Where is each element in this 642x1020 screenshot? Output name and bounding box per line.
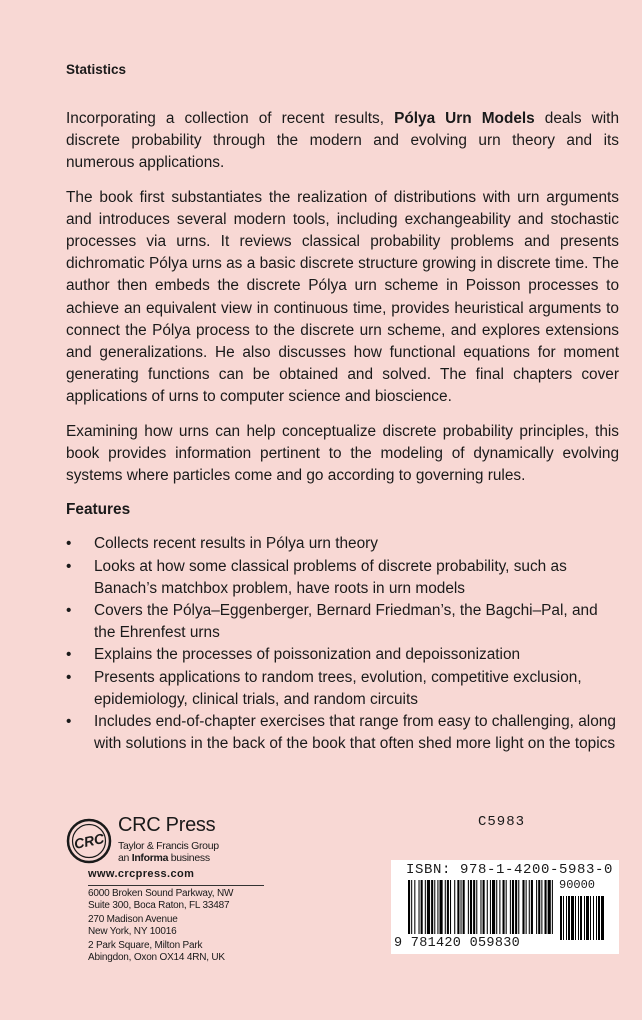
barcode-bar xyxy=(419,880,420,934)
business-suffix: business xyxy=(168,852,210,864)
feature-item xyxy=(66,667,619,711)
feature-text: Explains the processes of poissonization and depoissonization xyxy=(94,646,521,664)
supplement-bar xyxy=(566,896,567,940)
supplement-digits: 90000 xyxy=(559,878,596,892)
bullet-icon: • xyxy=(66,646,72,664)
barcode-bar xyxy=(457,880,459,934)
barcode-bar xyxy=(434,880,435,934)
back-cover-blurb xyxy=(66,108,619,755)
barcode-bar xyxy=(427,880,430,934)
address-line: 6000 Broken Sound Parkway, NW xyxy=(88,888,234,899)
supplement-bar xyxy=(575,896,576,940)
category-label: Statistics xyxy=(66,62,127,77)
book-title: Pólya Urn Models xyxy=(394,110,535,127)
barcode-bar xyxy=(490,880,491,934)
intro-paragraph xyxy=(66,108,619,175)
bullet-icon: • xyxy=(66,602,72,620)
barcode-bar xyxy=(480,880,481,934)
barcode-bar xyxy=(470,880,472,934)
bullet-icon: • xyxy=(66,557,72,575)
address-abingdon xyxy=(88,940,225,963)
barcode-bar xyxy=(445,880,446,934)
address-line: Abingdon, Oxon OX14 4RN, UK xyxy=(88,951,225,963)
supplement-bar xyxy=(601,896,604,940)
supplement-bars xyxy=(560,896,604,940)
feature-item xyxy=(66,711,619,755)
barcode-bar xyxy=(468,880,469,934)
barcode-bar xyxy=(454,880,455,934)
supplement-bar xyxy=(563,896,564,940)
barcode-bar xyxy=(425,880,426,934)
address-line: 2 Park Square, Milton Park xyxy=(88,940,203,951)
barcode-bar xyxy=(499,880,500,934)
isbn-label: ISBN: 978-1-4200-5983-0 xyxy=(406,862,614,878)
publisher-name: CRC Press xyxy=(118,814,216,836)
feature-item xyxy=(66,556,619,600)
barcode-bar xyxy=(548,880,551,934)
barcode-bar xyxy=(483,880,485,934)
barcode-bar xyxy=(522,880,524,934)
barcode-bar xyxy=(463,880,465,934)
summary-paragraph: Examining how urns can help conceptualize discrete probability principles, this book provides information pertinent to the modeling of dynamically evolving systems where particles come and go according to governing rules. xyxy=(66,422,619,485)
publisher-website: www.crcpress.com xyxy=(88,868,195,880)
bullet-icon: • xyxy=(66,535,72,553)
address-line: Suite 300, Boca Raton, FL 33487 xyxy=(88,899,230,911)
barcode-bar xyxy=(421,880,423,934)
business-prefix: an xyxy=(118,852,132,864)
feature-item xyxy=(66,600,619,644)
feature-text: Includes end-of-chapter exercises that range from easy to challenging, along with solutions in the back of the book that often shed more light on the topics xyxy=(94,713,616,753)
barcode-bar xyxy=(496,880,497,934)
address-line: New York, NY 10016 xyxy=(88,925,177,937)
description-paragraph: The book first substantiates the realization of distributions with urn arguments and introduces several modern tools, including exchangeability and stochastic processes via urns. It reviews classical probability problems and presents dichromatic Pólya urns as a basic discrete structure growing in discrete time. The author then embeds the discrete Pólya urn scheme in Poisson processes to achieve an equivalent view in continuous time, provides heuristical arguments to connect the Pólya process to the discrete urn scheme, and explores extensions and generalizations. He also discusses how functional equations for moment generating functions can be obtained and solved. The final chapters cover applications of urns to computer science and bioscience. xyxy=(66,188,619,406)
supplement-bar xyxy=(590,896,591,940)
barcode-bar xyxy=(447,880,449,934)
bullet-icon: • xyxy=(66,668,72,686)
feature-item xyxy=(66,533,619,555)
barcode-bar xyxy=(531,880,533,934)
supplement-bar xyxy=(598,896,600,940)
supplement-bar xyxy=(578,896,579,940)
ean-bars xyxy=(408,880,553,934)
crc-logo-text: CRC xyxy=(72,830,106,852)
barcode-bar xyxy=(538,880,540,934)
barcode-bar xyxy=(473,880,475,934)
barcode-bar xyxy=(476,880,477,934)
barcode-bar xyxy=(440,880,443,934)
barcode-bar xyxy=(492,880,495,934)
barcode-bar xyxy=(536,880,537,934)
supplement-bar xyxy=(580,896,582,940)
business-brand: Informa xyxy=(131,852,169,864)
barcode-bar xyxy=(515,880,517,934)
barcode-bar xyxy=(518,880,519,934)
crc-logo-icon xyxy=(66,818,112,864)
feature-text: Presents applications to random trees, evolution, competitive exclusion, epidemiology, clinical trials, and random circuits xyxy=(94,668,582,708)
publisher-business xyxy=(118,852,210,864)
barcode-bar xyxy=(512,880,514,934)
barcode-bar xyxy=(408,880,410,934)
supplement-bar xyxy=(568,896,570,940)
intro-before: Incorporating a collection of recent results, xyxy=(66,110,395,127)
features-title: Features xyxy=(66,501,131,519)
barcode-bar xyxy=(487,880,488,934)
barcode-bar xyxy=(552,880,553,934)
supplement-bar xyxy=(560,896,562,940)
supplement-bar xyxy=(584,896,585,940)
bullet-icon: • xyxy=(66,713,72,731)
supplement-bar xyxy=(586,896,589,940)
barcode-bar xyxy=(437,880,438,934)
barcode-bar xyxy=(506,880,507,934)
barcode-bar xyxy=(450,880,451,934)
feature-item xyxy=(66,644,619,666)
barcode-bar xyxy=(526,880,527,934)
barcode-bar xyxy=(431,880,433,934)
feature-text: Collects recent results in Pólya urn theory xyxy=(94,535,378,553)
address-new-york xyxy=(88,914,178,937)
publisher-divider xyxy=(88,885,264,886)
supplement-bar xyxy=(571,896,574,940)
barcode-bar xyxy=(461,880,462,934)
catalog-code: C5983 xyxy=(478,814,526,830)
features-list xyxy=(66,533,619,755)
feature-text: Looks at how some classical problems of discrete probability, such as Banach’s matchbox problem, have roots in urn models xyxy=(94,557,567,597)
barcode-bar xyxy=(545,880,547,934)
barcode-bar xyxy=(414,880,415,934)
barcode-digits: 9 781420 059830 xyxy=(394,936,521,951)
publisher-group: Taylor & Francis Group xyxy=(118,840,219,852)
barcode-bar xyxy=(510,880,511,934)
barcode-bar xyxy=(503,880,505,934)
barcode-bar xyxy=(529,880,530,934)
barcode-bar xyxy=(411,880,412,934)
supplement-bar xyxy=(593,896,594,940)
intro-after: deals with discrete probability through the modern and evolving urn theory and its numerous applications. xyxy=(66,110,620,172)
feature-text: Covers the Pólya–Eggenberger, Bernard Friedman’s, the Bagchi–Pal, and the Ehrenfest urns xyxy=(94,602,598,642)
address-line: 270 Madison Avenue xyxy=(88,914,178,925)
barcode-bar xyxy=(541,880,542,934)
address-boca-raton xyxy=(88,888,233,911)
supplement-bar xyxy=(596,896,597,940)
